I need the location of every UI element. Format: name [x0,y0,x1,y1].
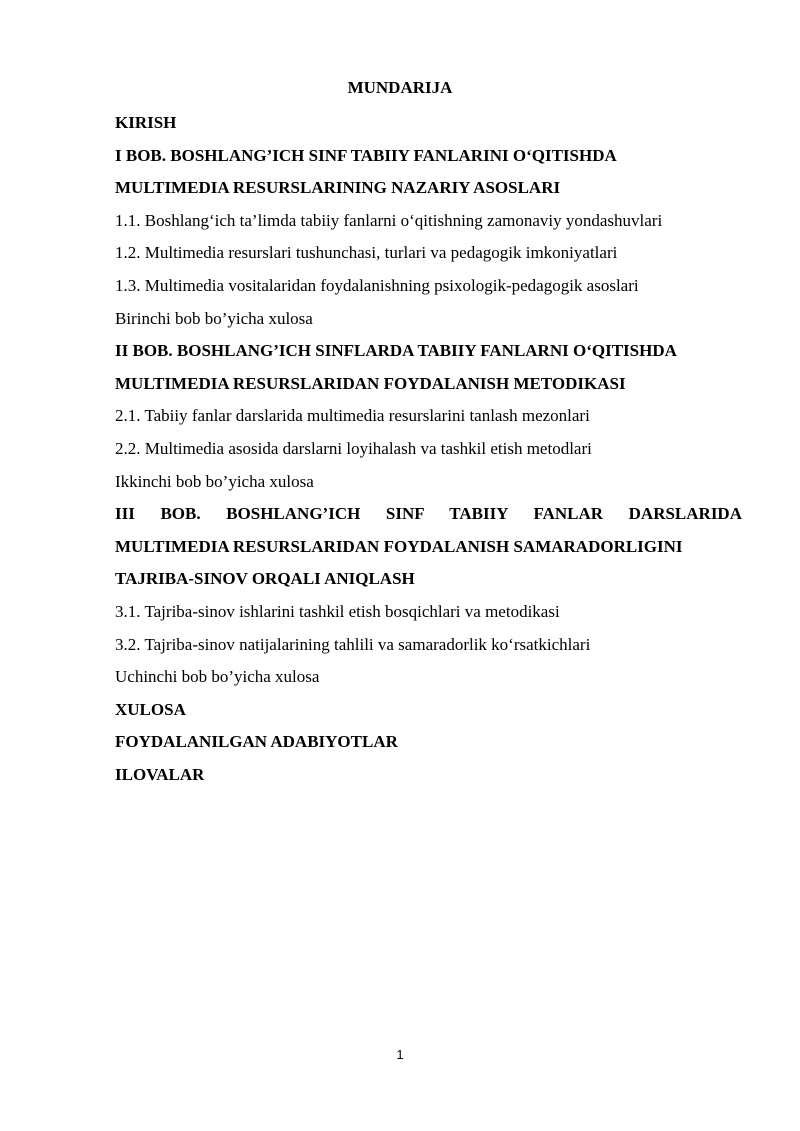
toc-section-1-3: 1.3. Multimedia vositalaridan foydalanishning psixologik-pedagogik asoslari [115,275,639,295]
page-title: MUNDARIJA [347,78,453,97]
toc-chapter-3-heading-continued: MULTIMEDIA RESURSLARIDAN FOYDALANISH SAMARADORLIGINI [115,536,683,556]
toc-chapter-2-heading-continued: MULTIMEDIA RESURSLARIDAN FOYDALANISH METODIKASI [115,373,626,393]
toc-section-1-1: 1.1. Boshlang‘ich ta’limda tabiiy fanlarni o‘qitishning zamonaviy yondashuvlari [115,210,663,230]
toc-section-2-2: 2.2. Multimedia asosida darslarni loyihalash va tashkil etish metodlari [115,438,592,458]
toc-introduction: KIRISH [115,113,177,132]
toc-section-3-2: 3.2. Tajriba-sinov natijalarining tahlili va samaradorlik ko‘rsatkichlari [115,634,591,654]
toc-chapter-2-heading: II BOB. BOSHLANG’ICH SINFLARDA TABIIY FANLARNI O‘QITISHDA [115,341,677,361]
toc-chapter-3-conclusion: Uchinchi bob bo’yicha xulosa [115,667,320,687]
table-of-contents [115,107,742,791]
toc-chapter-3-heading-end: TAJRIBA-SINOV ORQALI ANIQLASH [115,569,415,589]
toc-chapter-1-heading: I BOB. BOSHLANG’ICH SINF TABIIY FANLARINI O‘QITISHDA [115,145,617,165]
toc-chapter-3-heading: III BOB. BOSHLANG’ICH SINF TABIIY FANLAR DARSLARIDA [115,504,742,524]
toc-references: FOYDALANILGAN ADABIYOTLAR [115,732,398,752]
toc-section-3-1: 3.1. Tajriba-sinov ishlarini tashkil etish bosqichlari va metodikasi [115,601,560,621]
toc-section-1-2: 1.2. Multimedia resurslari tushunchasi, turlari va pedagogik imkoniyatlari [115,243,618,263]
toc-appendices: ILOVALAR [115,764,205,784]
toc-chapter-2-conclusion: Ikkinchi bob bo’yicha xulosa [115,471,314,491]
toc-chapter-1-heading-continued: MULTIMEDIA RESURSLARINING NAZARIY ASOSLARI [115,178,561,198]
page-number: 1 [396,1047,404,1062]
toc-chapter-1-conclusion: Birinchi bob bo’yicha xulosa [115,308,313,328]
toc-conclusion: XULOSA [115,699,186,719]
toc-section-2-1: 2.1. Tabiiy fanlar darslarida multimedia resurslarini tanlash mezonlari [115,406,590,426]
